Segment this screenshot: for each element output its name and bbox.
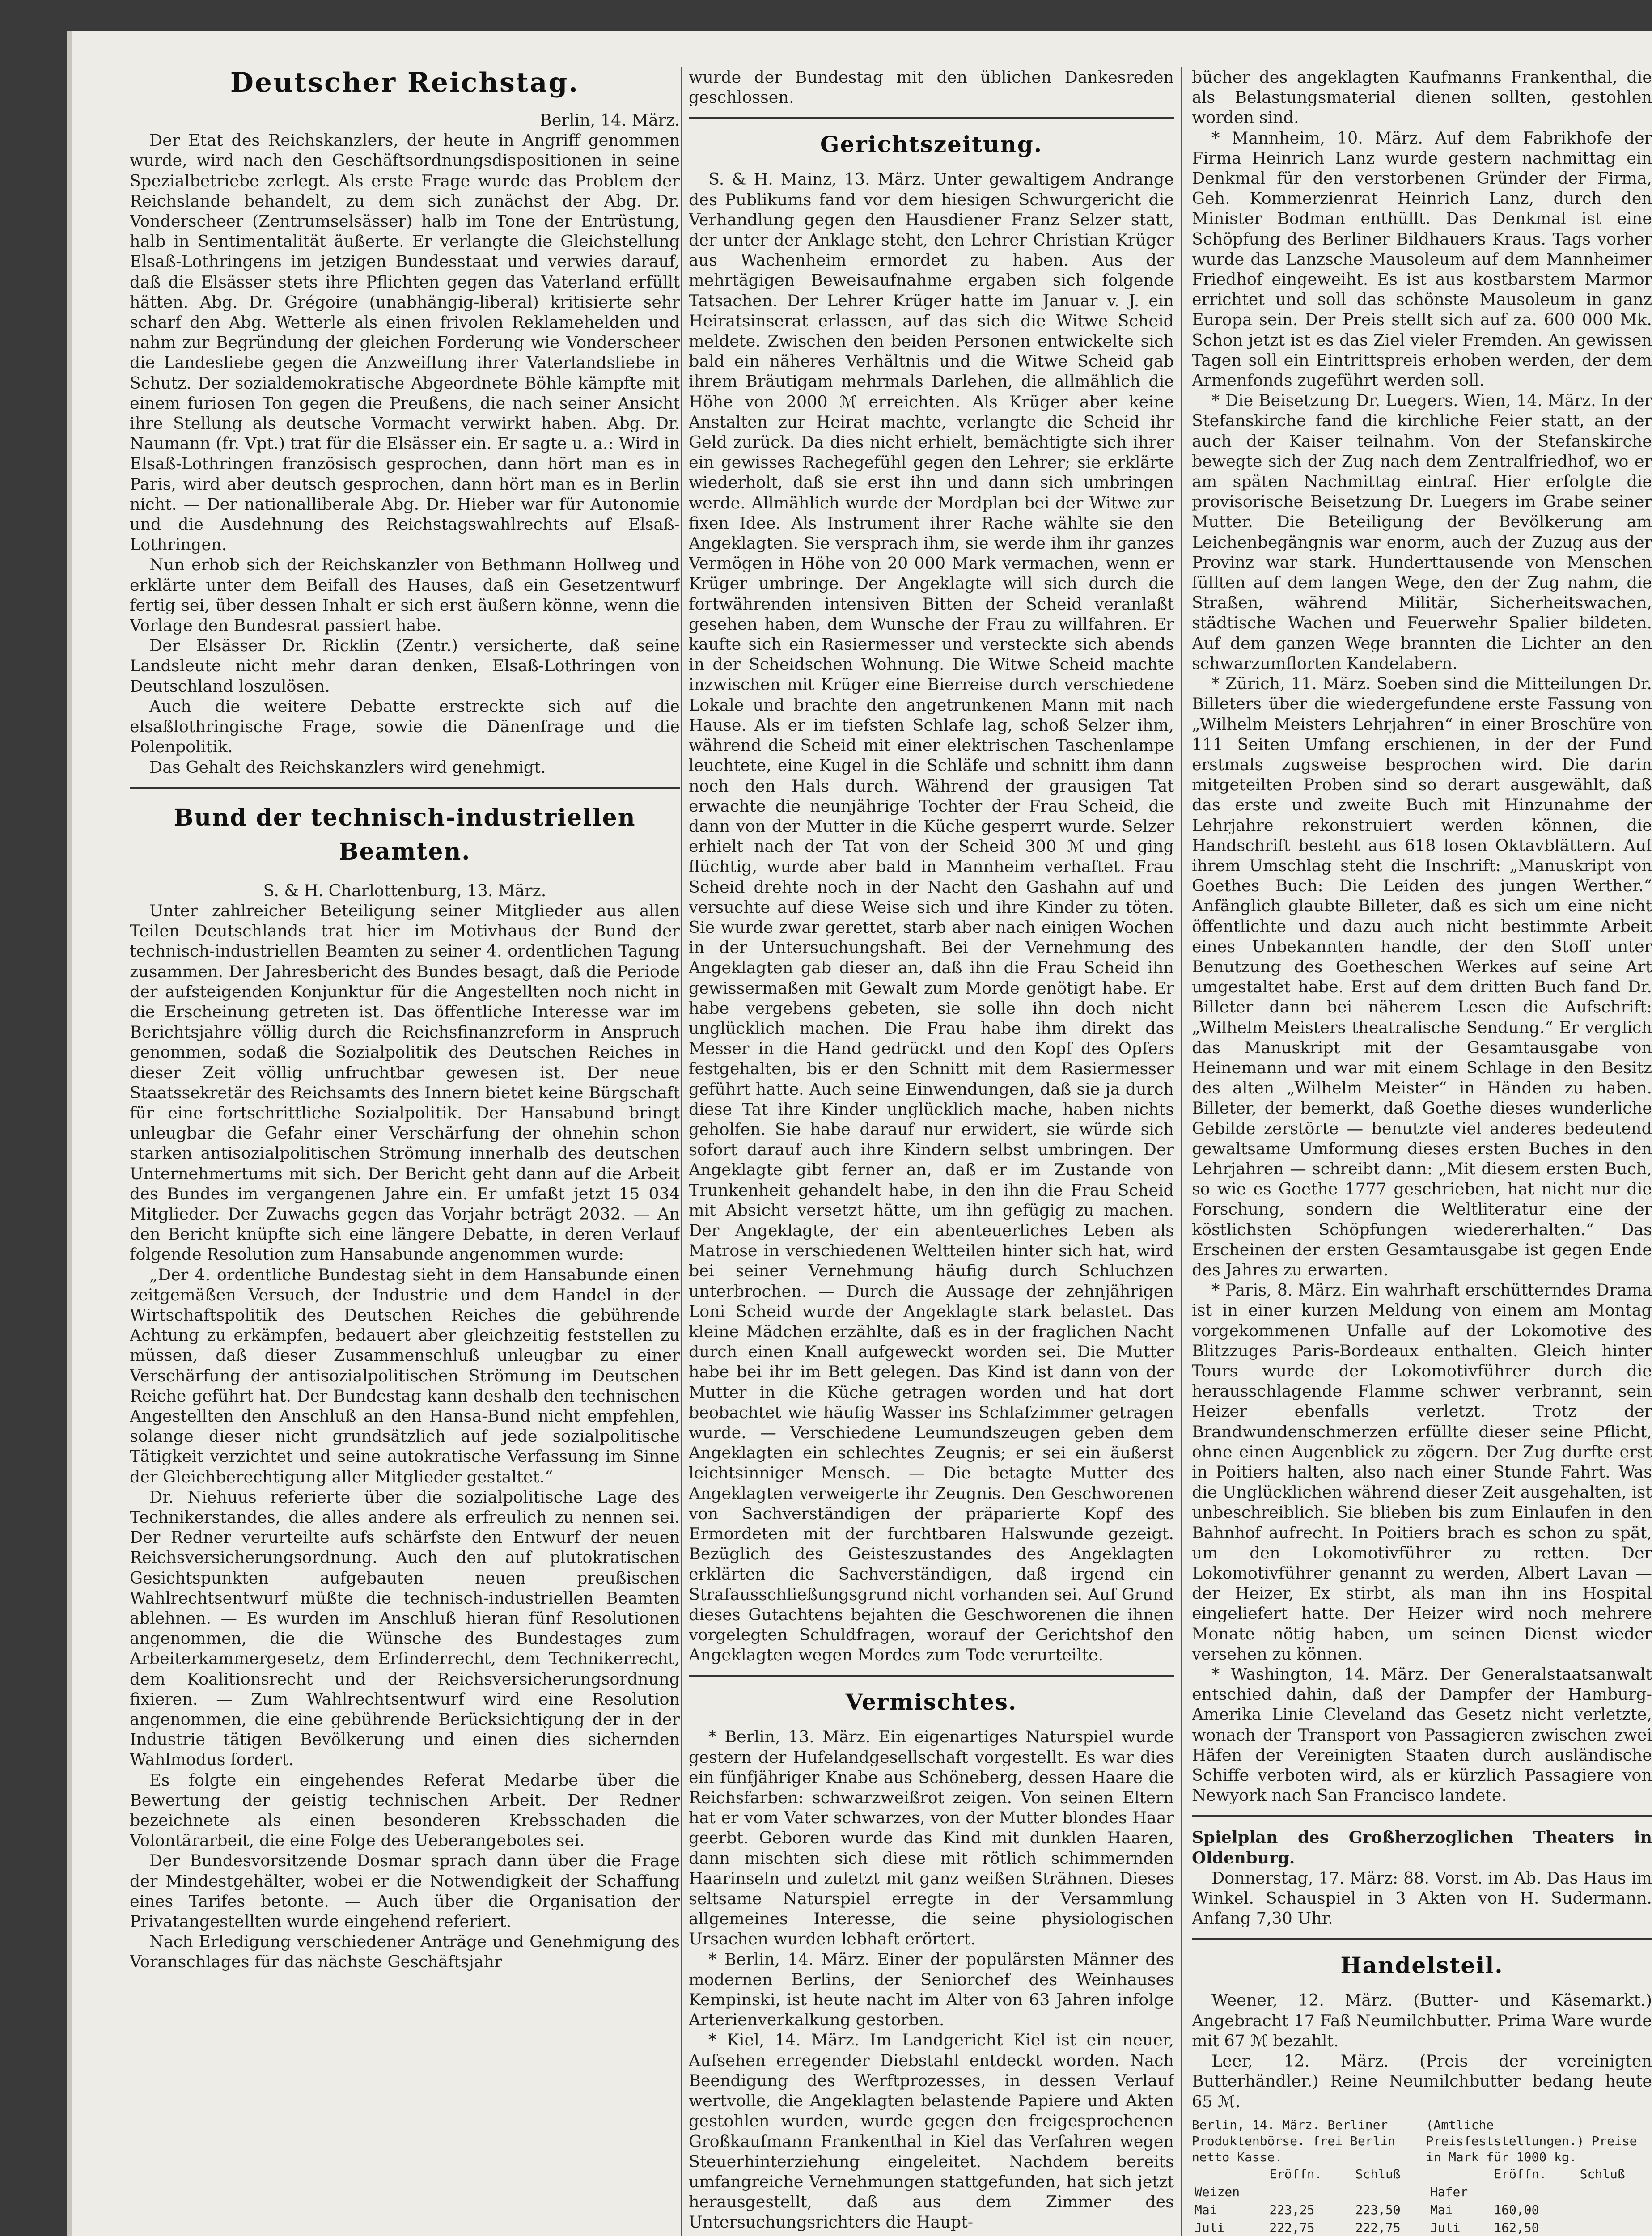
market-table-cell: Juli (1430, 2220, 1461, 2235)
market-table-header-row (1192, 2165, 1652, 2183)
section-divider (130, 787, 680, 789)
bund-heading: Bund der technisch-industriellen Beamten. (174, 804, 636, 865)
column-3 (1192, 67, 1652, 2236)
market-table-cell: 223,50 (1355, 2202, 1401, 2217)
market-table-cell (1577, 2219, 1652, 2236)
reichstag-paragraph: Der Elsässer Dr. Ricklin (Zentr.) versicherte, daß seine Landsleute nicht mehr daran denken, Elsaß-Lothringen von Deutschland loszulösen. (130, 636, 680, 696)
gericht-heading: Gerichtszeitung. (820, 131, 1043, 158)
market-col-header: Schluß (1580, 2166, 1625, 2181)
vermischtes-heading: Vermischtes. (845, 1689, 1017, 1715)
news-item-washington: * Washington, 14. März. Der Generalstaatsanwalt entschied dahin, daß der Dampfer der Hamburg-Amerika Linie Cleveland das Gesetz nicht verletzte, wonach der Transport von Passagieren zwischen zwei Häfen der Vereinigten Staaten durch ausländische Schiffe verboten wird, als er kürzlich Passagiere von Newyork nach San Francisco landete. (1192, 1664, 1652, 1805)
market-table-cell (1353, 2183, 1427, 2201)
market-table-cell: 222,75 (1269, 2220, 1315, 2235)
reichstag-paragraph: Auch die weitere Debatte erstreckte sich auf die elsaßlothringische Frage, sowie die Dänenfrage und die Polenpolitik. (130, 696, 680, 757)
continued-text: wurde der Bundestag mit den üblichen Dankesreden geschlossen. (689, 68, 1174, 107)
section-divider (1192, 1938, 1652, 1940)
handelsteil-heading: Handelsteil. (1340, 1952, 1504, 1979)
reichstag-paragraph: Das Gehalt des Reichskanzlers wird genehmigt. (149, 757, 546, 777)
market-table-cell: Weizen (1195, 2184, 1240, 2199)
reichstag-paragraph: Der Etat des Reichskanzlers, der heute in Angriff genommen wurde, wird nach den Geschäftsordnungsdispositionen in seine Spezialbetriebe zerlegt. Als erste Frage wurde das Problem der Reichslande behandelt, zu dem sich zunächst der Abg. Dr. Vonderscheer (Zentrumselsässer) halb im Tone der Entrüstung, halb in Sentimentalität äußerte. Er verlangte die Gleichstellung Elsaß-Lothringens im jetzigen Bundesstaat und verwies darauf, daß die Elsässer stets ihre Pflichten gegen das Vaterland erfüllt hätten. Abg. Dr. Grégoire (unabhängig-liberal) kritisierte sehr scharf den Abg. Wetterle als einen frivolen Reklamehelden und nahm zur Begründung der gleichen Forderung wie Vonderscheer die Landesliebe gegen die Anzweiflung ihrer Vaterlandsliebe in Schutz. Der sozialdemokratische Abgeordnete Böhle kämpfte mit einem furiosen Ton gegen die Preußens, die nach seiner Ansicht ihre Stellung als deutsche Vormacht verwirkt haben. Abg. Dr. Naumann (fr. Vpt.) trat für die Elsässer ein. Er sagte u. a.: Wird in Elsaß-Lothringen französisch gesprochen, dann hört man es in Paris, wird aber deutsch gesprochen, dann hört man es in Berlin nicht. — Der nationalliberale Abg. Dr. Hieber war für Autonomie und die Ausdehnung des Reichstagswahlrechts auf Elsaß-Lothringen. (130, 131, 680, 555)
market-table-cell: 160,00 (1494, 2202, 1539, 2217)
section-divider (1192, 1815, 1652, 1817)
market-table-cell (1267, 2183, 1352, 2201)
column-rule-1 (681, 67, 682, 2236)
market-col-header: Schluß (1355, 2166, 1401, 2181)
bund-paragraph: Es folgte ein eingehendes Referat Medarbe über die Bewertung der geistig technischen Arbeit. Der Redner bezeichnete als einen besonderen Krebsschaden die Volontärarbeit, die eine Folge des Ueberangebotes sei. (130, 1770, 680, 1851)
bund-paragraph: Nach Erledigung verschiedener Anträge und Genehmigung des Voranschlages für das nächste Geschäftsjahr (130, 1932, 680, 1972)
market-weener: Weener, 12. März. (Butter- und Käsemarkt.) Angebracht 17 Faß Neumilchbutter. Prima Ware wurde mit 67 ℳ bezahlt. (1192, 1990, 1652, 2050)
reichstag-paragraph: Nun erhob sich der Reichskanzler von Bethmann Hollweg und erklärte unter dem Beifall des Hauses, daß ein Gesetzentwurf fertig sei, über dessen Inhalt er sich erst äußern könne, wenn die Vorlage den Bundesrat passiert habe. (130, 555, 680, 635)
market-table-cell: Juli (1195, 2220, 1225, 2235)
column-2 (689, 67, 1174, 2236)
continued-text: bücher des angeklagten Kaufmanns Frankenthal, die als Belastungsmaterial dienen sollten, gestohlen worden sind. (1192, 68, 1652, 127)
section-divider (689, 117, 1174, 119)
reichstag-heading: Deutscher Reichstag. (230, 67, 580, 98)
vermischtes-paragraph: * Berlin, 14. März. Einer der populärsten Männer des modernen Berlins, der Seniorchef des Weinhauses Kempinski, ist heute nacht im Alter von 63 Jahren infolge Arterienverkalkung gestorben. (689, 1949, 1174, 2030)
news-item-zuerich: * Zürich, 11. März. Soeben sind die Mitteilungen Dr. Billeters über die wiedergefundene erste Fassung von „Wilhelm Meisters Lehrjahren“ in einer Broschüre von 111 Seiten Umfang erschienen, in der der Fund erstmals zugsweise besprochen wird. Die darin mitgeteilten Proben sind so derart ausgewählt, daß das erste und zweite Buch mit Hinzunahme der Lehrjahre rekonstruiert werden können, die Handschrift besteht aus 618 losen Oktavblättern. Auf ihrem Umschlag steht die Inschrift: „Manuskript von Goethes Buch: Die Leiden des jungen Werther.“ Anfänglich glaubte Billeter, daß es sich um eine nicht öffentlichte und dazu auch nicht bestimmte Arbeit eines Unbekannten handle, der den Stoff unter Benutzung des Goetheschen Werkes auf seine Art umgestaltet habe. Erst auf dem dritten Buch fand Dr. Billeter dann bei näherem Lesen die Aufschrift: „Wilhelm Meisters theatralische Sendung.“ Er verglich das Manuskript mit der Gesamtausgabe von Heinemann und war mit einem Schlage in den Besitz des alten „Wilhelm Meister“ in Händen zu haben. Billeter, der bemerkt, daß Goethe dieses wunderliche Gebilde zerstörte — benutzte viel anderes bedeutend gewaltsame Umformung dieses ersten Buches in den Lehrjahren — schreibt dann: „Mit diesem ersten Buch, so wie es Goethe 1777 geschrieben, hat nicht nur die Forschung, sondern die Weltliteratur eine der köstlichsten Schöpfungen wiedererhalten.“ Das Erscheinen der ersten Gesamtausgabe ist gegen Ende des Jahres zu erwarten. (1192, 674, 1652, 1279)
market-col-header: Eröffn. (1494, 2166, 1547, 2181)
bund-paragraph: Der Bundesvorsitzende Dosmar sprach dann über die Frage der Mindestgehälter, wobei er die Notwendigkeit der Schaffung eines Tarifes betonte. — Auch über die Organisation der Privatangestellten wurde eingehend referiert. (130, 1851, 680, 1931)
column-1 (130, 67, 680, 2236)
market-table-cell (1577, 2201, 1652, 2219)
market-table-row (1192, 2201, 1652, 2219)
market-table-row (1192, 2183, 1652, 2201)
news-item-paris: * Paris, 8. März. Ein wahrhaft erschütterndes Drama ist in einer kurzen Meldung von einem am Montag vorgekommenen Unfalle auf der Lokomotive des Blitzzuges Paris-Bordeaux enthalten. Gleich hinter Tours wurde der Lokomotivführer durch die herausschlagende Flamme schwer verbrannt, sein Heizer ebenfalls verletzt. Trotz der Brandwundenschmerzen erfüllte dieser seine Pflicht, ohne einen Augenblick zu zögern. Der Zug durfte erst in Poitiers halten, also nach einer Stunde Fahrt. Was die Unglücklichen während dieser Zeit ausgehalten, ist unbeschreiblich. Sie blieben bis zum Einlaufen in den Bahnhof aufrecht. In Poitiers brach es schon zu spät, um den Lokomotivführer zu retten. Der Lokomotivführer genannt zu werden, Albert Lavan — der Heizer, Ex stirbt, als man ihn ins Hospital eingeliefert hatte. Der Heizer wird noch mehrere Monate nötig haben, um seinen Dienst wieder versehen zu können. (1192, 1280, 1652, 1664)
market-table-row (1192, 2219, 1652, 2236)
market-table-body (1192, 2183, 1652, 2236)
news-item-lueger: * Die Beisetzung Dr. Luegers. Wien, 14. März. In der Stefanskirche fand die kirchliche Feier statt, an der auch der Kaiser teilnahm. Von der Stefanskirche bewegte sich der Zug nach dem Zentralfriedhof, wo er am späten Nachmittag eintraf. Hier erfolgte die provisorische Beisetzung Dr. Luegers im Grabe seiner Mutter. Die Beteiligung der Bevölkerung am Leichenbegängnis war enorm, auch der Zuzug aus der Provinz war stark. Hunderttausende von Menschen füllten auf dem langen Wege, den der Zug nahm, die Straßen, während Militär, Sicherheitswachen, städtische Wachen und Feuerwehr Spalier bildeten. Auf dem ganzen Wege brannten die Lichter an den schwarzumflorten Kandelabern. (1192, 391, 1652, 673)
bund-resolution: „Der 4. ordentliche Bundestag sieht in dem Hansabunde einen zeitgemäßen Versuch, der Industrie und dem Handel in der Wirtschaftspolitik des Deutschen Reiches die gebührende Achtung zu erkämpfen, bedauert aber gleichzeitig feststellen zu müssen, daß dieser Zusammenschluß unleugbar zu einer Verschärfung der antisozialpolitischen Strömung im Deutschen Reiche geführt hat. Der Bundestag kann deshalb den technischen Angestellten den Anschluß an den Hansa-Bund nicht empfehlen, solange dieser nicht grundsätzlich auf jede sozialpolitische Tätigkeit verzichtet und seine autokratische Verfassung im Sinne der Gleichberechtigung aller Mitglieder gestaltet.“ (130, 1265, 680, 1486)
market-table-cell (1577, 2183, 1652, 2201)
bund-paragraph: Dr. Niehuus referierte über die sozialpolitische Lage des Technikerstandes, die alles andere als erfreulich zu nennen sei. Der Redner verurteilte aufs schärfste den Entwurf der neuen Reichsversicherungsordnung. Auch den auf plutokratischen Gesichtspunkten aufgebauten neuen preußischen Wahlrechtsentwurf müßte die technisch-industriellen Beamten ablehnen. — Es wurden im Anschluß hieran fünf Resolutionen angenommen, die die Wünsche des Bundestages zum Arbeiterkammergesetz, dem Erfinderrecht, dem Technikerrecht, dem Koalitionsrecht und der Reichsversicherungsordnung fixieren. — Zum Wahlrechtsentwurf wird eine Resolution angenommen, die eine gebührende Berücksichtigung der in der Industrie tätigen Bevölkerung und einen dies sichernden Wahlmodus fordert. (130, 1487, 680, 1770)
market-table (1192, 2165, 1652, 2236)
market-leer: Leer, 12. März. (Preis der vereinigten Butterhändler.) Reine Neumilchbutter bedang heute 65 ℳ. (1192, 2051, 1652, 2111)
spielplan-heading: Spielplan des Großherzoglichen Theaters in Oldenburg. (1192, 1828, 1652, 1868)
bund-dateline: S. & H. Charlottenburg, 13. März. (263, 881, 546, 900)
vermischtes-paragraph: * Kiel, 14. März. Im Landgericht Kiel ist ein neuer, Aufsehen erregender Diebstahl entdeckt worden. Nach Beendigung des Werftprozesses, in dessen Verlauf wertvolle, die Angeklagten belastende Papiere und Akten gestohlen wurden, wurde gegen den freigesprochenen Großkaufmann Frankenthal in Kiel das Verfahren wegen Steuerhinterziehung eingeleitet. Nachdem bereits umfangreiche Vernehmungen stattgefunden, hat sich jetzt herausgestellt, daß aus dem Zimmer des Untersuchungsrichters die Haupt- (689, 2030, 1174, 2232)
reichstag-dateline: Berlin, 14. März. (540, 110, 680, 130)
market-col-header: Eröffn. (1269, 2166, 1322, 2181)
spielplan-text: Donnerstag, 17. März: 88. Vorst. im Ab. Das Haus im Winkel. Schauspiel in 3 Akten von H. Sudermann. Anfang 7,30 Uhr. (1192, 1868, 1652, 1928)
market-table-cell (1491, 2183, 1577, 2201)
page-edge (67, 31, 72, 2236)
market-header (1192, 2117, 1652, 2165)
market-table-cell: 162,50 (1494, 2220, 1539, 2235)
market-table-cell: Hafer (1430, 2184, 1468, 2199)
market-table-cell: Mai (1195, 2202, 1217, 2217)
section-divider (689, 1675, 1174, 1677)
column-rule-2 (1181, 67, 1182, 2236)
market-table-cell: 223,25 (1269, 2202, 1315, 2217)
market-table-cell: Mai (1430, 2202, 1453, 2217)
market-header-right: (Amtliche Preisfeststellungen.) Preise in Mark für 1000 kg. (1426, 2117, 1637, 2164)
gericht-paragraph: S. & H. Mainz, 13. März. Unter gewaltigem Andrange des Publikums fand vor dem hiesigen Schwurgericht die Verhandlung gegen den Hausdiener Franz Selzer statt, der unter der Anklage steht, den Lehrer Christian Krüger aus Wachenheim ermordet zu haben. Aus der mehrtägigen Beweisaufnahme ergaben sich folgende Tatsachen. Der Lehrer Krüger hatte im Januar v. J. ein Heiratsinserat erlassen, auf das sich die Witwe Scheid meldete. Zwischen den beiden Personen entwickelte sich bald ein näheres Verhältnis und die Witwe Scheid gab ihrem Bräutigam mehrmals Darlehen, die allmählich die Höhe von 2000 ℳ erreichten. Als Krüger aber keine Anstalten zur Heirat machte, verlangte die Scheid ihr Geld zurück. Da dies nicht erhielt, bemächtigte sich ihrer ein gewisses Rachegefühl gegen den Lehrer; sie erklärte wiederholt, daß sie erst ihn und dann sich umbringen werde. Allmählich wurde der Mordplan bei der Witwe zur fixen Idee. Als Instrument ihrer Rache wählte sie den Angeklagten. Sie versprach ihm, sie werde ihm ihr ganzes Vermögen in Höhe von 20 000 Mark vermachen, wenn er Krüger umbringe. Der Angeklagte will sich durch die fortwährenden intensiven Bitten der Scheid veranlaßt gesehen haben, dem Wunsche der Frau zu willfahren. Er kaufte sich ein Rasiermesser und versteckte sich abends in der Scheidschen Wohnung. Die Witwe Scheid machte inzwischen mit Krüger eine Bierreise durch verschiedene Lokale und brachte den angetrunkenen Mann mit nach Hause. Als er im tiefsten Schlafe lag, schoß Selzer ihm, während die Scheid mit einer elektrischen Taschenlampe leuchtete, eine Kugel in die Schläfe und schnitt ihm dann noch den Hals durch. Während der grausigen Tat erwachte die neunjährige Tochter der Frau Scheid, die dann von der Mutter in die Küche gesperrt wurde. Selzer erhielt nach der Tat von der Scheid 300 ℳ und ging flüchtig, wurde aber bald in Mannheim verhaftet. Frau Scheid drehte noch in der Nacht den Gashahn auf und versuchte auf diese Weise sich und ihre Kinder zu töten. Sie wurde zwar gerettet, starb aber nach einigen Wochen in der Untersuchungshaft. Bei der Vernehmung des Angeklagten gab dieser an, daß ihn die Frau Scheid ihn gewissermaßen mit Gewalt zum Morde genötigt habe. Er habe vergebens gebeten, sie solle ihn doch nicht unglücklich machen. Die Frau habe ihm direkt das Messer in die Hand gedrückt und den Kopf des Opfers festgehalten, bis er den Schnitt mit dem Rasiermesser geführt hatte. Auch seine Einwendungen, daß sie ja durch diese Tat ihre Kinder unglücklich mache, haben nichts geholfen. Sie habe darauf nur erwidert, sie würde sich sofort darauf auch ihre Kindern selbst umbringen. Der Angeklagte gibt ferner an, daß er im Zustande von Trunkenheit gehandelt habe, in den ihn die Frau Scheid mit Absicht versetzt hätte, um ihn gefügig zu machen. Der Angeklagte, der ein abenteuerliches Leben als Matrose in verschiedenen Weltteilen hinter sich hat, wird bei seiner Vernehmung häufig durch Schluchzen unterbrochen. — Durch die Aussage der zehnjährigen Loni Scheid wurde der Angeklagte stark belastet. Das kleine Mädchen erzählte, daß es in der fraglichen Nacht durch einen Knall aufgeweckt worden sei. Die Mutter habe bei ihr im Bett gelegen. Das Kind ist dann von der Mutter in die Küche getragen worden und hat dort beobachtet wie häufig Wasser ins Schlafzimmer getragen wurde. — Verschiedene Leumundszeugen geben dem Angeklagten ein schlechtes Zeugnis; er sei ein äußerst leichtsinniger Mensch. — Die betagte Mutter des Angeklagten verweigerte ihr Zeugnis. Den Geschworenen von Sachverständigen der präparierte Kopf des Ermordeten mit der furchtbaren Halswunde gezeigt. Bezüglich des Geisteszustandes des Angeklagten erklärten die Sachverständigen, daß irgend ein Strafausschließungsgrund nicht vorhanden sei. Auf Grund dieses Gutachtens bejahten die Geschworenen die ihnen vorgelegten Schuldfragen, worauf der Gerichtshof den Angeklagten wegen Mordes zum Tode verurteilte. (689, 169, 1174, 1665)
market-col-header (1427, 2165, 1491, 2183)
vermischtes-paragraph: * Berlin, 13. März. Ein eigenartiges Naturspiel wurde gestern der Hufelandgesellschaft vorgestellt. Es war dies ein fünfjähriger Knabe aus Schöneberg, dessen Haare die Reichsfarben: schwarzweißrot zeigen. Von seinen Eltern hat er vom Vater schwarzes, von der Mutter blondes Haar geerbt. Geboren wurde das Kind mit dunklen Haaren, dann mischten sich diese mit rötlich schimmernden Haarinseln und zuletzt mit ganz weißen Strähnen. Dieses seltsame Naturspiel erregte in der Versammlung allgemeines Interesse, die seine physiologischen Ursachen wurden lebhaft erörtert. (689, 1727, 1174, 1949)
market-header-left: Berlin, 14. März. Berliner Produktenbörse. frei Berlin netto Kasse. (1192, 2117, 1396, 2164)
bund-paragraph: Unter zahlreicher Beteiligung seiner Mitglieder aus allen Teilen Deutschlands trat hier im Motivhaus der Bund der technisch-industriellen Beamten zu seiner 4. ordentlichen Tagung zusammen. Der Jahresbericht des Bundes besagt, daß die Periode der aufsteigenden Konjunktur für die Angestellten noch nicht in die Erscheinung getreten ist. Das öffentliche Interesse war im Berichtsjahre völlig durch die Reichsfinanzreform in Anspruch genommen, sodaß die Sozialpolitik des Deutschen Reiches in dieser Zeit völlig unfruchtbar gewesen ist. Der neue Staatssekretär des Reichsamts des Innern bietet keine Bürgschaft für eine fortschrittliche Sozialpolitik. Der Hansabund bringt unleugbar die Gefahr einer Verschärfung der ohnehin schon starken antisozialpolitischen Strömung innerhalb des deutschen Unternehmertums mit sich. Der Bericht geht dann auf die Arbeit des Bundes im vergangenen Jahre ein. Er umfaßt jetzt 15 034 Mitglieder. Der Zuwachs gegen das Vorjahr beträgt 2032. — An den Bericht knüpfte sich eine längere Debatte, in deren Verlauf folgende Resolution zum Hansabunde angenommen wurde: (130, 901, 680, 1264)
news-item-mannheim: * Mannheim, 10. März. Auf dem Fabrikhofe der Firma Heinrich Lanz wurde gestern nachmittag ein Denkmal für den verstorbenen Gründer der Firma, Geh. Kommerzienrat Heinrich Lanz, durch den Minister Bodman enthüllt. Das Denkmal ist eine Schöpfung des Berliner Bildhauers Kraus. Tags vorher wurde das Lanzsche Mausoleum auf dem Mannheimer Friedhof eingeweiht. Es ist aus kostbarstem Marmor errichtet und soll das schönste Mausoleum in ganz Europa sein. Der Preis stellt sich auf za. 600 000 Mk. Schon jetzt ist es das Ziel vieler Fremden. An gewissen Tagen soll ein Eintrittspreis erhoben werden, der dem Armenfonds zugeführt werden soll. (1192, 128, 1652, 390)
market-table-cell: 222,75 (1355, 2220, 1401, 2235)
